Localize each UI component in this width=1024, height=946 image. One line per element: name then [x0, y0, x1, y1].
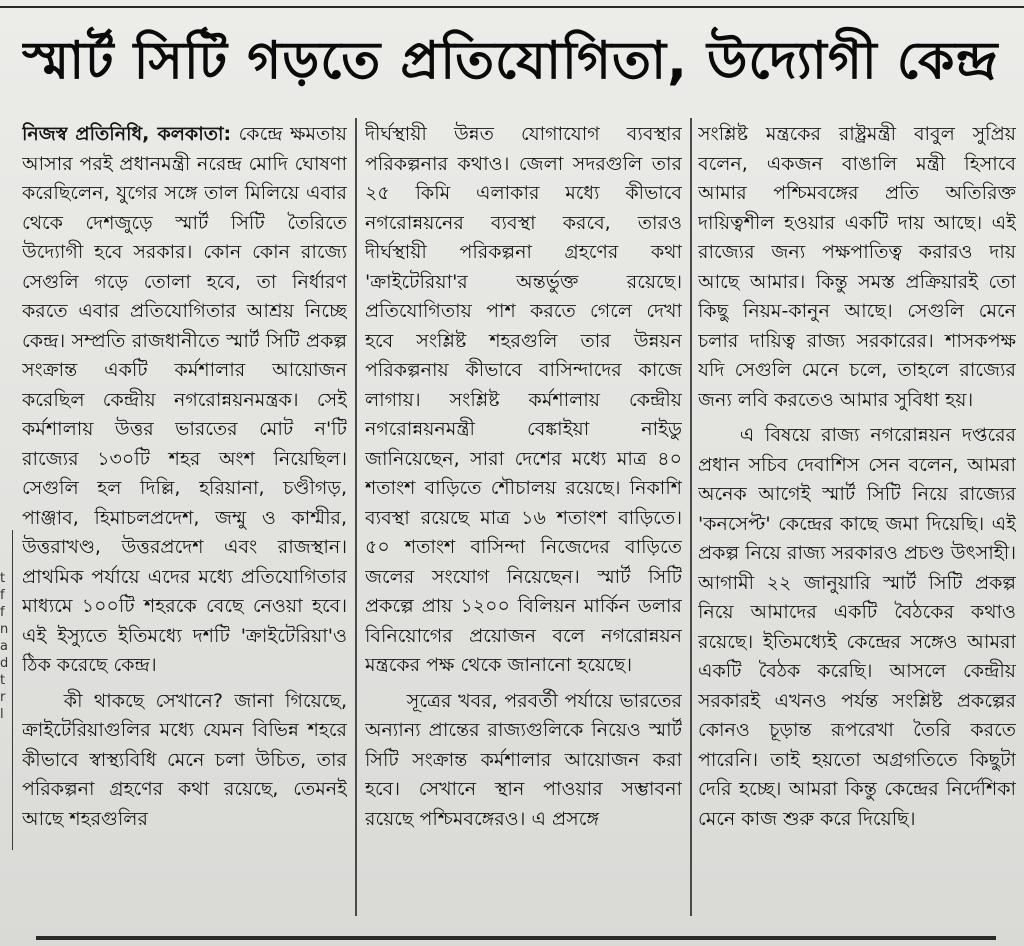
paragraph: কী থাকছে সেখানে? জানা গিয়েছে, ক্রাইটেরিয়াগুলির মধ্যে যেমন বিভিন্ন শহরে কীভাবে স্বাস্থ্যবিধি মেনে চলা উচিত, তার পরিকল্পনা গ্রহণের কথা রয়েছে, তেমনই আছে শহরগুলির — [22, 689, 347, 830]
margin-letter: r — [0, 690, 6, 705]
margin-letter: d — [0, 656, 9, 671]
margin-letter: t — [0, 673, 6, 688]
column-divider — [690, 118, 692, 916]
margin-letter: f — [0, 588, 5, 603]
top-rule — [0, 6, 1024, 8]
column-divider — [355, 118, 357, 916]
margin-letter: n — [0, 622, 9, 637]
paragraph-text: কেন্দ্রে ক্ষমতায় আসার পরই প্রধানমন্ত্রী নরেন্দ্র মোদি ঘোষণা করেছিলেন, যুগের সঙ্গে তাল মিলিয়ে এবার থেকে দেশজুড়ে স্মার্ট সিটি তৈরিতে উদ্যোগী হবে সরকার। কোন কোন রাজ্যে সেগুলি গড়ে তোলা হবে, তা নির্ধারণ করতে এবার প্রতিযোগিতার আশ্রয় নিচ্ছে কেন্দ্র। সম্প্রতি রাজধানীতে স্মার্ট সিটি প্রকল্প সংক্রান্ত একটি কর্মশালার আয়োজন করেছিল কেন্দ্রীয় নগরোন্নয়নমন্ত্রক। সেই কর্মশালায় উত্তর ভারতের মোট ন'টি রাজ্যের ১৩০টি শহর অংশ নিয়েছিল। সেগুলি হল দিল্লি, হরিয়ানা, চণ্ডীগড়, পাঞ্জাব, হিমাচলপ্রদেশ, জম্মু ও কাশ্মীর, উত্তরাখণ্ড, উত্তরপ্রদেশ এবং রাজস্থান। প্রাথমিক পর্যায়ে এদের মধ্যে প্রতিযোগিতার মাধ্যমে ১০০টি শহরকে বেছে নেওয়া হবে। এই ইস্যুতে ইতিমধ্যে দশটি 'ক্রাইটেরিয়া'ও ঠিক করেছে কেন্দ্র। — [22, 123, 347, 676]
article-column-2 — [365, 120, 682, 920]
margin-letter: a — [0, 639, 8, 654]
adjacent-article-fragment — [0, 570, 10, 723]
byline: নিজস্ব প্রতিনিধি, কলকাতা: — [22, 123, 232, 145]
paragraph — [22, 120, 347, 681]
paragraph: দীর্ঘস্থায়ী উন্নত যোগাযোগ ব্যবস্থার পরিকল্পনার কথাও। জেলা সদরগুলি তার ২৫ কিমি এলাকার মধ্যে কীভাবে নগরোন্নয়নের ব্যবস্থা করবে, তারও দীর্ঘস্থায়ী পরিকল্পনা গ্রহণের কথা 'ক্রাইটেরিয়া'র অন্তর্ভুক্ত রয়েছে। প্রতিযোগিতায় পাশ করতে গেলে দেখা হবে সংশ্লিষ্ট শহরগুলি তার উন্নয়ন পরিকল্পনায় কীভাবে বাসিন্দাদের কাজে লাগায়। সংশ্লিষ্ট কর্মশালায় কেন্দ্রীয় নগরোন্নয়নমন্ত্রী বেঙ্কাইয়া নাইডু জানিয়েছেন, সারা দেশের মধ্যে মাত্র ৪০ শতাংশ বাড়িতে শৌচালয় রয়েছে। নিকাশি ব্যবস্থা রয়েছে মাত্র ১৬ শতাংশ বাড়িতে। ৫০ শতাংশ বাসিন্দা নিজেদের বাড়িতে জলের সংযোগ নিয়েছেন। স্মার্ট সিটি প্রকল্পে প্রায় ১২০০ বিলিয়ন মার্কিন ডলার বিনিয়োগের প্রয়োজন বলে নগরোন্নয়ন মন্ত্রকের পক্ষ থেকে জানানো হয়েছে। — [365, 123, 682, 676]
paragraph: সূত্রের খবর, পরবর্তী পর্যায়ে ভারতের অন্যান্য প্রান্তের রাজ্যগুলিকে নিয়েও স্মার্ট সিটি সংক্রান্ত কর্মশালার আয়োজন করা হবে। সেখানে স্থান পাওয়ার সম্ভাবনা রয়েছে পশ্চিমবঙ্গেরও। এ প্রসঙ্গে — [365, 689, 682, 830]
article-column-1 — [22, 120, 347, 920]
paragraph: সংশ্লিষ্ট মন্ত্রকের রাষ্ট্রমন্ত্রী বাবুল সুপ্রিয় বলেন, একজন বাঙালি মন্ত্রী হিসাবে আমার পশ্চিমবঙ্গের প্রতি অতিরিক্ত দায়িত্বশীল হওয়ার একটি দায় আছে। এই রাজ্যের জন্য পক্ষপাতিত্ব করারও দায় আছে আমার। কিন্তু সমস্ত প্রক্রিয়ারই তো কিছু নিয়ম-কানুন আছে। সেগুলি মেনে চলার দায়িত্ব রাজ্য সরকারের। শাসকপক্ষ যদি সেগুলি মেনে চলে, তাহলে রাজ্যের জন্য লবি করতেও আমার সুবিধা হয়। — [698, 123, 1016, 411]
headline: স্মার্ট সিটি গড়তে প্রতিযোগিতা, উদ্যোগী কেন্দ্র — [22, 31, 999, 91]
margin-letter: t — [0, 571, 6, 586]
margin-letter: f — [0, 605, 5, 620]
paragraph: এ বিষয়ে রাজ্য নগরোন্নয়ন দপ্তরের প্রধান সচিব দেবাশিস সেন বলেন, আমরা অনেক আগেই স্মার্ট সিটি নিয়ে রাজ্যের 'কনসেপ্ট' কেন্দ্রের কাছে জমা দিয়েছি। এই প্রকল্প নিয়ে রাজ্য সরকারও প্রচণ্ড উৎসাহী। আগামী ২২ জানুয়ারি স্মার্ট সিটি প্রকল্প নিয়ে আমাদের একটি বৈঠকের কথাও রয়েছে। ইতিমধ্যেই কেন্দ্রের সঙ্গেও আমরা একটি বৈঠক করেছি। আসলে কেন্দ্রীয় সরকারই এখনও পর্যন্ত সংশ্লিষ্ট প্রকল্পের কোনও চূড়ান্ত রূপরেখা তৈরি করতে পারেনি। তাই হয়তো অগ্রগতিতে কিছুটা দেরি হচ্ছে। আমরা কিন্তু কেন্দ্রের নির্দেশিকা মেনে কাজ শুরু করে দিয়েছি। — [698, 424, 1016, 830]
bottom-rule — [36, 936, 996, 940]
margin-letter: l — [0, 707, 4, 722]
article-column-3 — [698, 120, 1016, 920]
